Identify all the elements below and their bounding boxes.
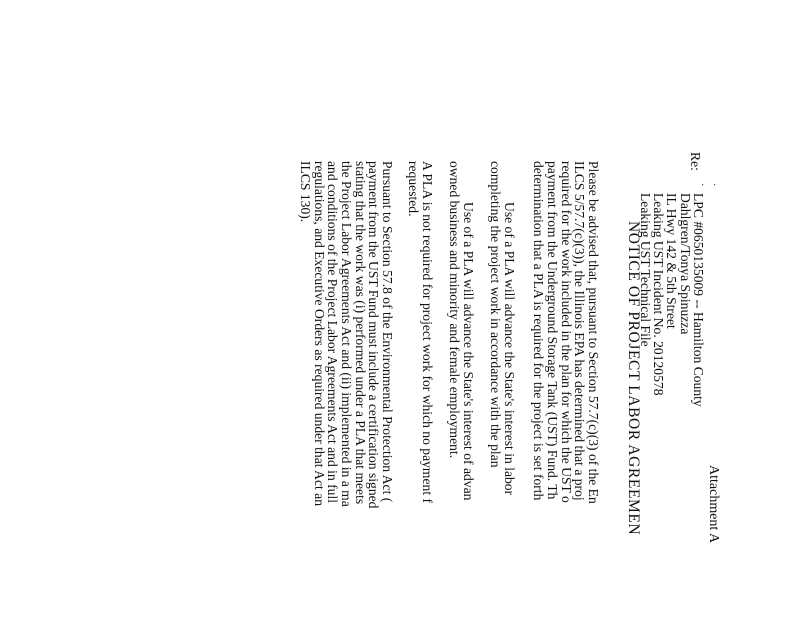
paragraph-line: Pursuant to Section 57.8 of the Environmental Protection Act ( <box>380 161 395 503</box>
paragraph-certification <box>298 161 394 508</box>
paragraph-line: ILCS 5/57.7(c)(3)), the Illinois EPA has determined that a proj <box>572 161 588 501</box>
paragraph-line: Please be advised that, pursuant to Section 57.7(c)(3) of the En <box>586 161 601 504</box>
paragraph-labor-interest <box>489 161 516 495</box>
reference-block <box>639 193 705 407</box>
reference-line: Leaking UST Incident No. 20120578 <box>651 193 667 396</box>
paragraph-line: owned business and minority and female employment. <box>447 161 463 459</box>
scan-speck: · <box>708 183 719 187</box>
reference-line: IL Hwy 142 & 5th Street <box>664 193 680 329</box>
paragraph-line: Use of a PLA will advance the State's interest in labor <box>502 202 517 496</box>
paragraph-not-required <box>407 161 434 503</box>
scan-speck: · <box>696 183 707 187</box>
reference-line: LPC #0650135009 -- Hamilton County <box>691 193 706 407</box>
paragraph-line: stating that the work was (i) performed under a PLA that meets <box>352 161 368 505</box>
reference-line: Dahlgren/Tonya Spinuzza <box>677 193 693 335</box>
paragraph-line: regulations, and Executive Orders as required under that Act an <box>311 161 327 507</box>
paragraph-line: requested. <box>406 161 422 217</box>
notice-title: NOTICE OF PROJECT LABOR AGREEMEN <box>625 221 642 536</box>
paragraph-line: determination that a PLA is required for the project is set forth <box>531 161 547 501</box>
reference-line: Leaking UST Technical File <box>637 193 653 347</box>
attachment-label: Attachment A <box>706 465 721 544</box>
paragraph-line: A PLA is not required for project work for which no payment f <box>420 161 435 504</box>
paragraph-minority-business <box>448 161 475 500</box>
paragraph-pla-determination <box>532 161 600 504</box>
paragraph-line: Use of a PLA will advance the State's interest of advan <box>461 202 476 501</box>
re-label: Re: <box>688 152 703 171</box>
paragraph-line: required for the work included in the plan for which the UST o <box>558 161 574 503</box>
paragraph-line: completing the project work in accordance with the plan <box>488 161 504 468</box>
paragraph-line: ILCS 130). <box>297 161 313 223</box>
paragraph-line: payment from the Underground Storage Tank (UST) Fund. Th <box>544 161 560 500</box>
paragraph-line: the Project Labor Agreements Act and (ii) implemented in a ma <box>338 161 354 507</box>
paragraph-line: and conditions of the Project Labor Agreements Act and in full <box>325 161 341 504</box>
paragraph-line: payment from the UST Fund must include a certification signed <box>366 161 382 509</box>
